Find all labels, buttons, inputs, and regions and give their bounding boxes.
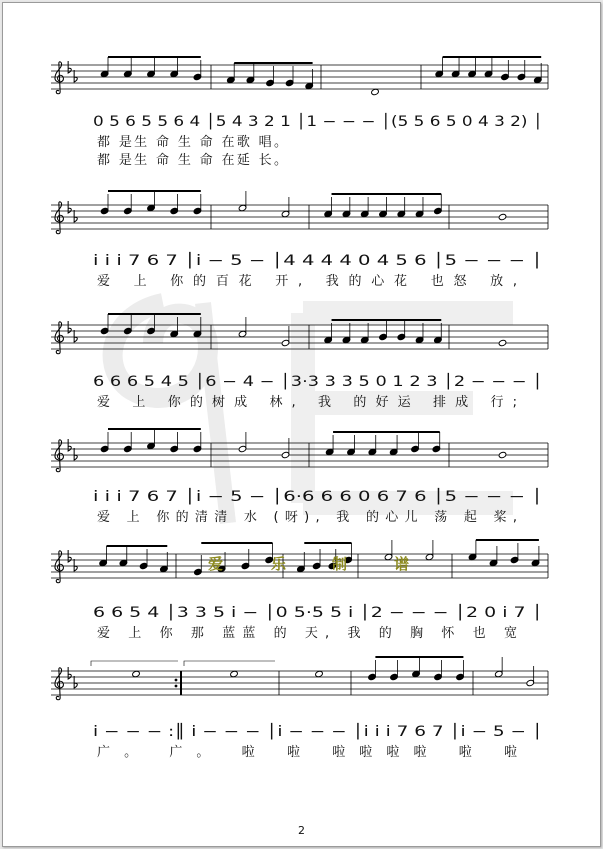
- watermark-char: 谱: [394, 555, 410, 573]
- note-head: [124, 445, 133, 452]
- note-head: [246, 76, 255, 83]
- note-head: [526, 679, 535, 686]
- note-head: [170, 330, 179, 337]
- lyric-line: 爱 上 你的清清 水 (呀), 我 的心儿 荡 起 桨,: [97, 510, 518, 525]
- note-head: [227, 76, 236, 83]
- repeat-dot: [175, 685, 178, 688]
- note-head: [193, 207, 202, 214]
- note-head: [193, 73, 202, 80]
- numbered-notation-line: i − − − :║ i − − − │i − − − │i i i 7 6 7 │i − 5 − │: [93, 724, 435, 740]
- note-head: [434, 207, 443, 214]
- note-head: [124, 70, 133, 77]
- note-head: [489, 559, 498, 566]
- note-head: [415, 210, 424, 217]
- note-head: [484, 70, 493, 77]
- flat-key-signature-icon: [74, 676, 77, 688]
- note-head: [266, 79, 275, 86]
- note-head: [147, 204, 156, 211]
- note-head: [435, 70, 444, 77]
- note-head: [281, 339, 290, 346]
- note-head: [501, 73, 510, 80]
- staff-system: [51, 191, 548, 289]
- numbered-notation-line: 6 6 5 4 │3 3 5 i − │0 5·5 5 i │2 − − − │2 0 i 7 │: [93, 605, 426, 621]
- note-head: [297, 565, 306, 572]
- flat-key-signature-icon: [74, 70, 77, 82]
- note-head: [379, 333, 388, 340]
- staff-system: [51, 540, 548, 641]
- lyric-line: 爱 上 你的树成 林, 我 的好运 排成 行;: [97, 395, 517, 410]
- note-head: [389, 448, 398, 455]
- note-head: [384, 553, 393, 560]
- note-head: [281, 451, 290, 458]
- note-head: [238, 204, 247, 211]
- volta-1-bracket: [91, 661, 178, 666]
- note-head: [347, 448, 356, 455]
- numbered-notation-line: i i i 7 6 7 │i − 5 − │4 4 4 4 0 4 5 6 │5 − − − │: [93, 253, 415, 269]
- note-head: [415, 336, 424, 343]
- watermark-char: 乐: [271, 555, 287, 573]
- note-head: [425, 553, 434, 560]
- note-head: [456, 673, 465, 680]
- note-head: [119, 559, 128, 566]
- note-head: [99, 559, 108, 566]
- note-head: [432, 445, 441, 452]
- note-head: [160, 565, 169, 572]
- flat-key-signature-icon: [74, 210, 77, 222]
- note-head: [238, 330, 247, 337]
- staff-system: [51, 657, 548, 760]
- note-head: [494, 670, 503, 677]
- note-head: [170, 207, 179, 214]
- watermark-char: 爱: [208, 555, 224, 573]
- note-head: [324, 210, 333, 217]
- note-head: [285, 79, 294, 86]
- note-head: [315, 670, 324, 677]
- note-head: [379, 210, 388, 217]
- note-head: [312, 562, 321, 569]
- note-head: [510, 556, 519, 563]
- note-head: [147, 442, 156, 449]
- note-head: [281, 210, 290, 217]
- note-head: [241, 562, 250, 569]
- note-head: [100, 445, 109, 452]
- volta-2-bracket: [184, 661, 275, 666]
- note-head: [100, 207, 109, 214]
- note-head: [517, 73, 526, 80]
- note-head: [124, 207, 133, 214]
- lyric-line: 都 是生 命 生 命 在歌 唱。: [97, 135, 287, 150]
- note-head: [397, 210, 406, 217]
- note-head: [325, 448, 334, 455]
- lyric-line: 广。 广。 啦 啦 啦啦啦啦 啦 啦: [97, 745, 518, 760]
- note-head: [390, 673, 399, 680]
- note-head: [147, 70, 156, 77]
- note-head: [498, 213, 507, 220]
- note-head: [100, 70, 109, 77]
- note-head: [360, 336, 369, 343]
- note-head: [194, 568, 203, 575]
- lyric-line: 爱 上 你 那 蓝蓝 的 天, 我 的 胸 怀 也 宽: [97, 626, 517, 641]
- note-head: [411, 445, 420, 452]
- note-head: [230, 670, 239, 677]
- note-head: [368, 448, 377, 455]
- note-head: [434, 336, 443, 343]
- flat-key-signature-icon: [74, 559, 77, 571]
- score: [3, 3, 600, 846]
- note-head: [468, 553, 477, 560]
- flat-key-signature-icon: [74, 330, 77, 342]
- staff-system: [51, 57, 548, 168]
- note-head: [534, 76, 543, 83]
- note-head: [451, 70, 460, 77]
- note-head: [193, 445, 202, 452]
- note-head: [498, 451, 507, 458]
- note-head: [238, 445, 247, 452]
- note-head: [498, 339, 507, 346]
- note-head: [368, 673, 377, 680]
- note-head: [468, 70, 477, 77]
- lyric-line: 爱 上 你的百花 开, 我的心花 也怒 放,: [97, 274, 517, 289]
- lyric-line: 都 是生 命 生 命 在延 长。: [97, 153, 287, 168]
- repeat-dot: [175, 679, 178, 682]
- sheet-page: [2, 2, 601, 847]
- watermark-char: 制: [332, 555, 348, 573]
- note-head: [305, 82, 314, 89]
- numbered-notation-line: 6 6 6 5 4 5 │6 − 4 − │3·3 3 3 5 0 1 2 3 │2 − − − │: [93, 374, 449, 390]
- note-head: [434, 673, 443, 680]
- note-head: [139, 562, 148, 569]
- numbered-notation-line: i i i 7 6 7 │i − 5 − │6·6 6 6 0 6 7 6 │5 − − − │: [93, 489, 415, 505]
- note-head: [342, 336, 351, 343]
- note-head: [531, 559, 540, 566]
- note-head: [170, 70, 179, 77]
- note-head: [132, 670, 141, 677]
- note-head: [324, 336, 333, 343]
- note-head: [412, 670, 421, 677]
- flat-key-signature-icon: [74, 448, 77, 460]
- note-head: [342, 210, 351, 217]
- note-head: [360, 210, 369, 217]
- page-number: 2: [298, 824, 305, 837]
- note-head: [397, 333, 406, 340]
- numbered-notation-line: 0 5 6 5 5 6 4 │5 4 3 2 1 │1 − − − │(5 5 6 5 0 4 3 2) │: [93, 114, 467, 130]
- note-head: [170, 445, 179, 452]
- note-head: [371, 88, 380, 95]
